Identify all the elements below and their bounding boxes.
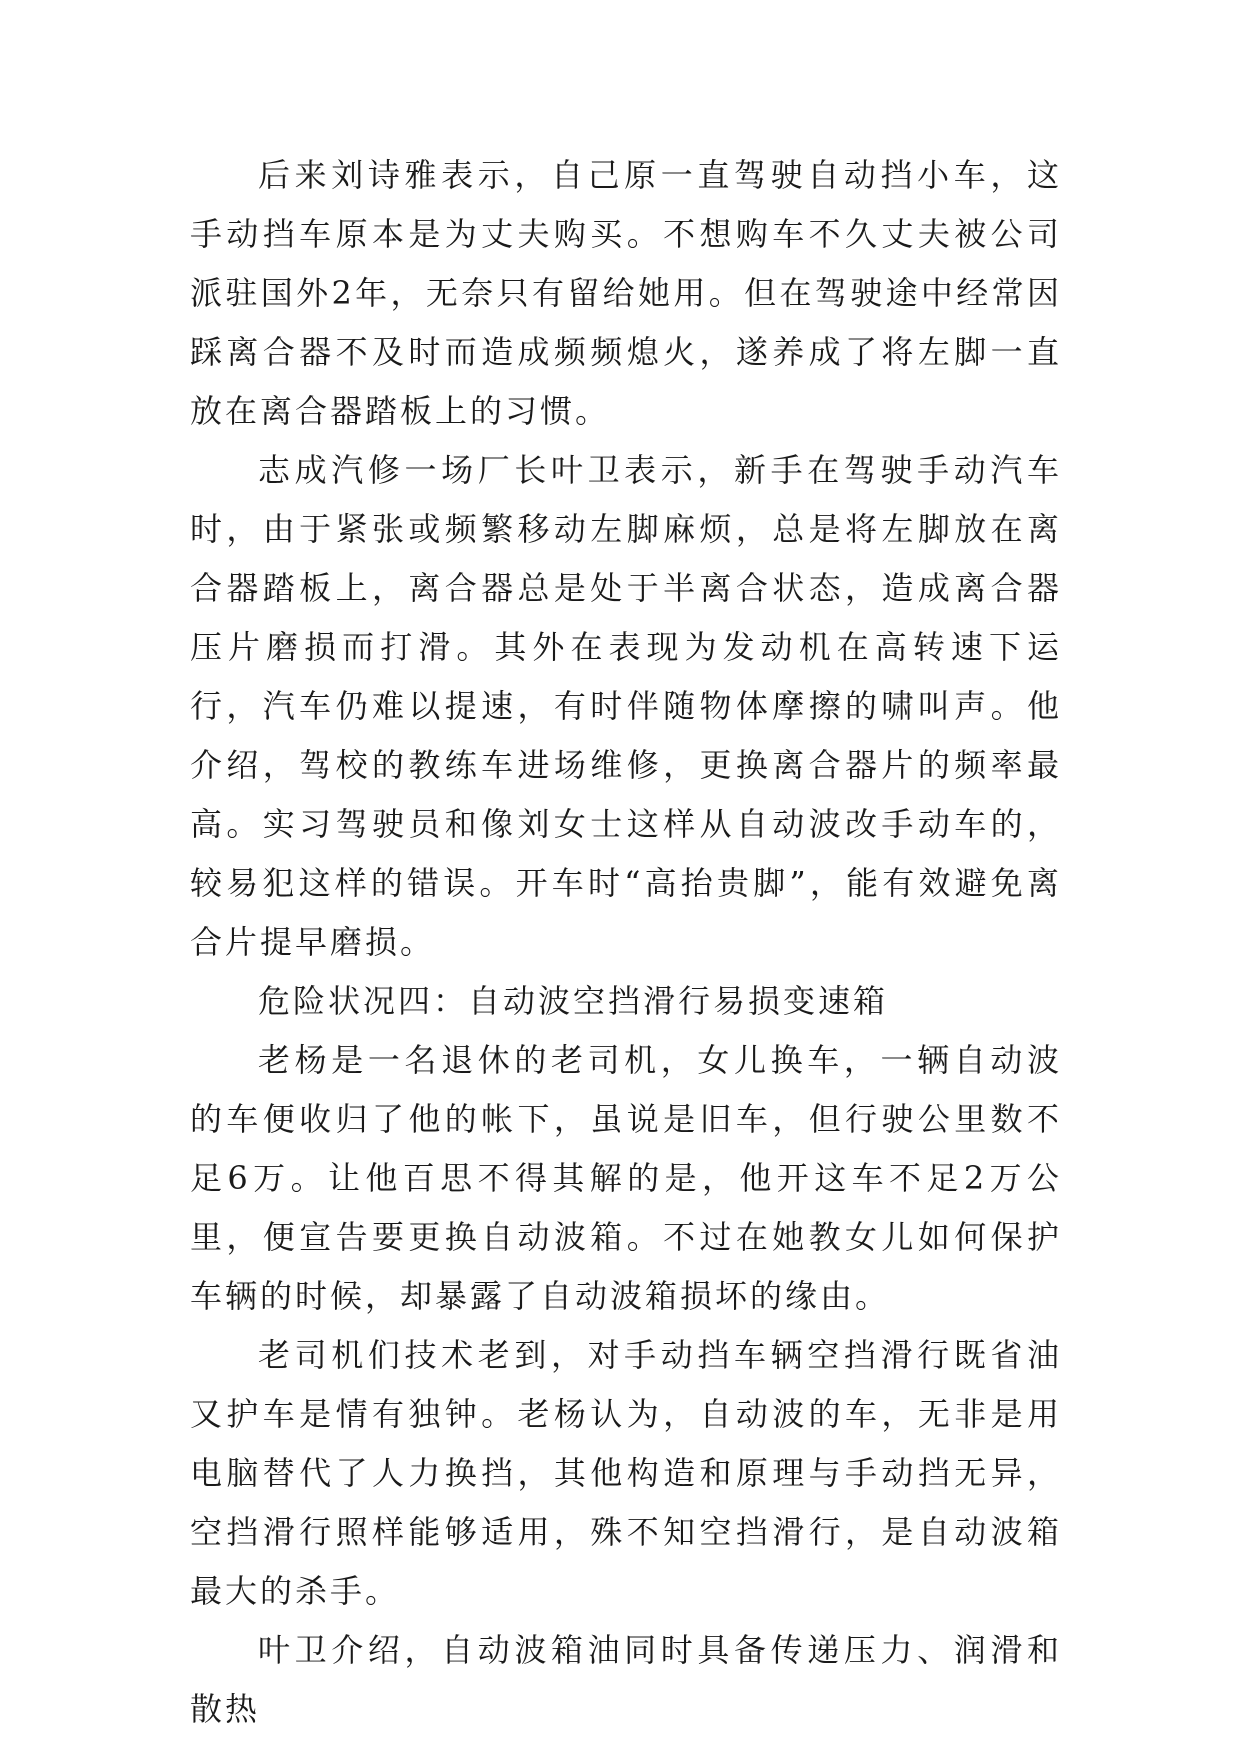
paragraph-1: 后来刘诗雅表示，自己原一直驾驶自动挡小车，这手动挡车原本是为丈夫购买。不想购车不久丈夫被公司派驻国外2年，无奈只有留给她用。但在驾驶途中经常因踩离合器不及时而造成频频熄火，遂养成了将左脚一直放在离合器踏板上的习惯。 <box>190 156 1062 430</box>
document-body <box>190 146 1062 1739</box>
paragraph-4: 老司机们技术老到，对手动挡车辆空挡滑行既省油又护车是情有独钟。老杨认为，自动波的车，无非是用电脑替代了人力换挡，其他构造和原理与手动挡无异，空挡滑行照样能够适用，殊不知空挡滑行，是自动波箱最大的杀手。 <box>190 1336 1062 1610</box>
section-heading: 危险状况四：自动波空挡滑行易损变速箱 <box>258 982 889 1020</box>
paragraph-5: 叶卫介绍，自动波箱油同时具备传递压力、润滑和散热 <box>190 1631 1062 1728</box>
paragraph-3: 老杨是一名退休的老司机，女儿换车，一辆自动波的车便收归了他的帐下，虽说是旧车，但行驶公里数不足6万。让他百思不得其解的是，他开这车不足2万公里，便宣告要更换自动波箱。不过在她教女儿如何保护车辆的时候，却暴露了自动波箱损坏的缘由。 <box>190 1041 1062 1315</box>
paragraph-2: 志成汽修一场厂长叶卫表示，新手在驾驶手动汽车时，由于紧张或频繁移动左脚麻烦，总是将左脚放在离合器踏板上，离合器总是处于半离合状态，造成离合器压片磨损而打滑。其外在表现为发动机在高转速下运行，汽车仍难以提速，有时伴随物体摩擦的啸叫声。他介绍，驾校的教练车进场维修，更换离合器片的频率最高。实习驾驶员和像刘女士这样从自动波改手动车的，较易犯这样的错误。开车时“高抬贵脚”，能有效避免离合片提早磨损。 <box>190 451 1062 961</box>
